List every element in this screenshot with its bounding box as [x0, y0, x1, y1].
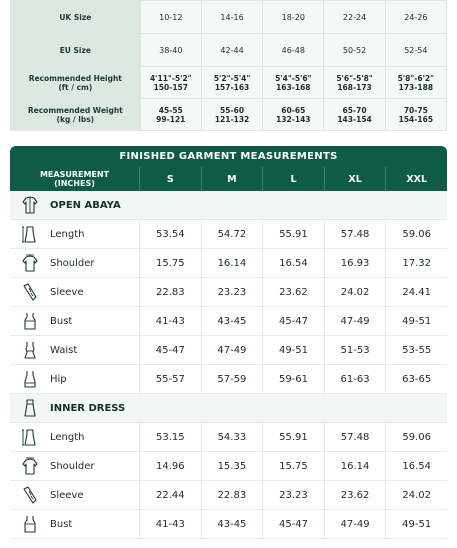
measurement-value-xxl: 63-65: [402, 373, 432, 385]
measurement-value-l: 45-47: [263, 510, 325, 538]
measurement-value-xxl: 49-51: [402, 315, 432, 327]
size-value-cell: 4'11"-5'2" 150-157: [140, 67, 201, 99]
finished-garment-title: FINISHED GARMENT MEASUREMENTS: [10, 146, 447, 167]
size-table-row: [11, 1, 447, 34]
measurement-label-cell: [10, 249, 140, 277]
measurement-value-s: 53.54: [140, 220, 202, 248]
bust-icon: [10, 311, 50, 331]
measurement-value-m: 43-45: [202, 510, 264, 538]
measurement-row: [10, 249, 447, 278]
sleeve-icon: [10, 282, 50, 302]
waist-icon: [10, 340, 50, 360]
measurement-value-xxl: 24.41: [402, 286, 431, 298]
measurement-value-s: 55-57: [140, 365, 202, 393]
length-icon: [10, 224, 50, 244]
size-value-cell: 24-26: [385, 1, 446, 34]
size-row-label: UK Size: [11, 1, 141, 34]
measurement-row: [10, 220, 447, 249]
measurement-value-s: 41-43: [140, 510, 202, 538]
measurement-value-s: 15.75: [140, 249, 202, 277]
size-value-cell: 5'8"-6'2" 173-188: [385, 67, 446, 99]
measurement-value-l: 16.54: [263, 249, 325, 277]
measurement-name: Waist: [50, 344, 78, 356]
measurement-name: Hip: [50, 373, 67, 385]
measurement-value-s: 22.44: [140, 481, 202, 509]
measurement-table-header: [10, 167, 447, 191]
measurement-label-cell: [10, 510, 140, 538]
size-table-row: [11, 67, 447, 99]
size-header-xxl: XXL: [406, 173, 428, 185]
size-value-cell: 46-48: [263, 34, 324, 67]
size-value-cell: 45-55 99-121: [140, 99, 201, 131]
measurement-name: Sleeve: [50, 489, 84, 501]
measurement-name: Shoulder: [50, 257, 95, 269]
measurement-value-s: 41-43: [140, 307, 202, 335]
measurement-value-l: 15.75: [263, 452, 325, 480]
measurement-value-xxl: 24.02: [402, 489, 431, 501]
size-header-s: S: [140, 167, 202, 191]
measurement-value-s: 14.96: [140, 452, 202, 480]
measurement-row: [10, 307, 447, 336]
size-value-cell: 10-12: [140, 1, 201, 34]
measurement-value-m: 54.72: [202, 220, 264, 248]
measurement-name: Bust: [50, 518, 73, 530]
measurement-label-cell: [10, 220, 140, 248]
measurement-value-m: 57-59: [202, 365, 264, 393]
measurement-value-xxl: 49-51: [402, 518, 432, 530]
measurement-label-cell: [10, 336, 140, 364]
measurement-value-xl: 16.93: [325, 249, 387, 277]
measurement-value-xl: 57.48: [325, 423, 387, 451]
measurement-row: [10, 336, 447, 365]
garment-group-name: OPEN ABAYA: [50, 199, 121, 211]
measurement-value-m: 15.35: [202, 452, 264, 480]
measurement-value-xl: 24.02: [325, 278, 387, 306]
measurement-value-s: 22.83: [140, 278, 202, 306]
size-value-cell: 22-24: [324, 1, 385, 34]
size-table-row: [11, 99, 447, 131]
size-value-cell: 55-60 121-132: [201, 99, 262, 131]
measurement-value-m: 47-49: [202, 336, 264, 364]
garment-group-name: INNER DRESS: [50, 402, 126, 414]
measurement-column-header: [10, 167, 140, 191]
measurement-header-text: MEASUREMENT (INCHES): [39, 170, 110, 188]
measurement-value-xl: 23.62: [325, 481, 387, 509]
measurement-value-l: 59-61: [263, 365, 325, 393]
bust-icon: [10, 514, 50, 534]
measurement-value-xl: 51-53: [325, 336, 387, 364]
measurement-value-m: 22.83: [202, 481, 264, 509]
sleeve-icon: [10, 485, 50, 505]
shoulder-icon: [10, 456, 50, 476]
size-value-cell: 5'2"-5'4" 157-163: [201, 67, 262, 99]
measurement-label-cell: [10, 365, 140, 393]
size-value-cell: 50-52: [324, 34, 385, 67]
measurement-value-xxl: 59.06: [402, 431, 431, 443]
measurement-row: [10, 423, 447, 452]
measurement-value-xl: 57.48: [325, 220, 387, 248]
dress-icon: [10, 398, 50, 418]
size-row-label: Recommended Height (ft / cm): [11, 67, 141, 99]
size-value-cell: 60-65 132-143: [263, 99, 324, 131]
size-value-cell: 5'4"-5'6" 163-168: [263, 67, 324, 99]
measurement-row: [10, 452, 447, 481]
measurement-name: Length: [50, 228, 85, 240]
size-row-label: Recommended Weight (kg / lbs): [11, 99, 141, 131]
size-header-m: M: [202, 167, 264, 191]
size-value-cell: 52-54: [385, 34, 446, 67]
size-table-row: [11, 34, 447, 67]
measurement-value-xl: 61-63: [325, 365, 387, 393]
measurement-value-m: 16.14: [202, 249, 264, 277]
measurement-value-m: 54.33: [202, 423, 264, 451]
measurement-value-l: 55.91: [263, 423, 325, 451]
size-header-l: L: [263, 167, 325, 191]
measurement-value-s: 53.15: [140, 423, 202, 451]
measurement-name: Sleeve: [50, 286, 84, 298]
measurement-value-l: 49-51: [263, 336, 325, 364]
measurement-value-xxl: 53-55: [402, 344, 432, 356]
measurement-value-m: 43-45: [202, 307, 264, 335]
measurement-value-xl: 16.14: [325, 452, 387, 480]
hip-icon: [10, 369, 50, 389]
measurement-value-xxl: 17.32: [402, 257, 431, 269]
measurement-row: [10, 365, 447, 394]
measurement-name: Shoulder: [50, 460, 95, 472]
garment-group-header: [10, 191, 447, 220]
measurement-name: Bust: [50, 315, 73, 327]
size-value-cell: 65-70 143-154: [324, 99, 385, 131]
measurement-row: [10, 481, 447, 510]
measurement-label-cell: [10, 307, 140, 335]
measurement-value-s: 45-47: [140, 336, 202, 364]
garment-group-header: [10, 394, 447, 423]
size-value-cell: 38-40: [140, 34, 201, 67]
measurement-label-cell: [10, 278, 140, 306]
measurement-value-m: 23.23: [202, 278, 264, 306]
measurement-value-l: 45-47: [263, 307, 325, 335]
size-header-xl: XL: [325, 167, 387, 191]
size-value-cell: 70-75 154-165: [385, 99, 446, 131]
size-value-cell: 5'6"-5'8" 168-173: [324, 67, 385, 99]
abaya-icon: [10, 195, 50, 215]
measurement-value-l: 23.23: [263, 481, 325, 509]
measurement-row: [10, 278, 447, 307]
size-value-cell: 42-44: [201, 34, 262, 67]
measurement-value-xl: 47-49: [325, 510, 387, 538]
size-row-label: EU Size: [11, 34, 141, 67]
measurement-label-cell: [10, 481, 140, 509]
measurement-value-xxl: 59.06: [402, 228, 431, 240]
measurement-row: [10, 510, 447, 539]
size-value-cell: 18-20: [263, 1, 324, 34]
size-conversion-table: [10, 0, 447, 131]
measurement-value-l: 23.62: [263, 278, 325, 306]
measurement-name: Length: [50, 431, 85, 443]
shoulder-icon: [10, 253, 50, 273]
measurement-value-xxl: 16.54: [402, 460, 431, 472]
measurement-value-l: 55.91: [263, 220, 325, 248]
measurement-label-cell: [10, 423, 140, 451]
measurement-label-cell: [10, 452, 140, 480]
measurement-value-xl: 47-49: [325, 307, 387, 335]
measurement-table-body: [10, 191, 447, 539]
length-icon: [10, 427, 50, 447]
size-value-cell: 14-16: [201, 1, 262, 34]
